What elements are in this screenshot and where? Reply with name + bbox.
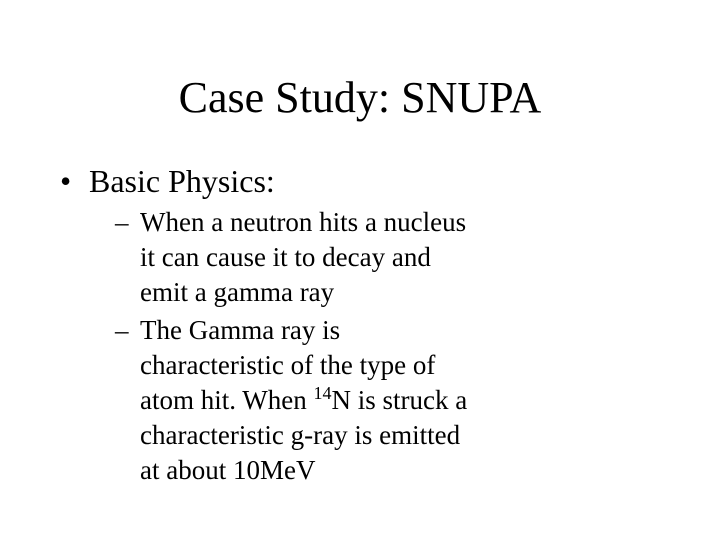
bullet-text: Basic Physics: bbox=[89, 163, 275, 199]
subbullet-line-isotope bbox=[115, 383, 595, 418]
isotope-superscript: 14 bbox=[313, 383, 332, 403]
subbullet-neutron bbox=[115, 205, 595, 310]
subbullet-line: it can cause it to decay and bbox=[140, 242, 431, 272]
subbullet-line: emit a gamma ray bbox=[140, 277, 335, 307]
subbullet-gamma bbox=[115, 313, 595, 488]
subbullet-line: at about 10MeV bbox=[140, 455, 316, 485]
subbullet-line: characteristic g-ray is emitted bbox=[140, 420, 461, 450]
subbullet-line: characteristic of the type of bbox=[140, 350, 436, 380]
subbullet-line: The Gamma ray is bbox=[140, 315, 341, 345]
subbullet-marker: – bbox=[115, 315, 129, 345]
subbullet-line: When a neutron hits a nucleus bbox=[140, 207, 467, 237]
bullet-marker: • bbox=[60, 163, 72, 199]
line-text-pre: atom hit. When bbox=[140, 385, 314, 415]
slide-title: Case Study: SNUPA bbox=[178, 73, 542, 122]
subbullet-marker: – bbox=[115, 207, 129, 237]
line-text-post: N is struck a bbox=[331, 385, 468, 415]
